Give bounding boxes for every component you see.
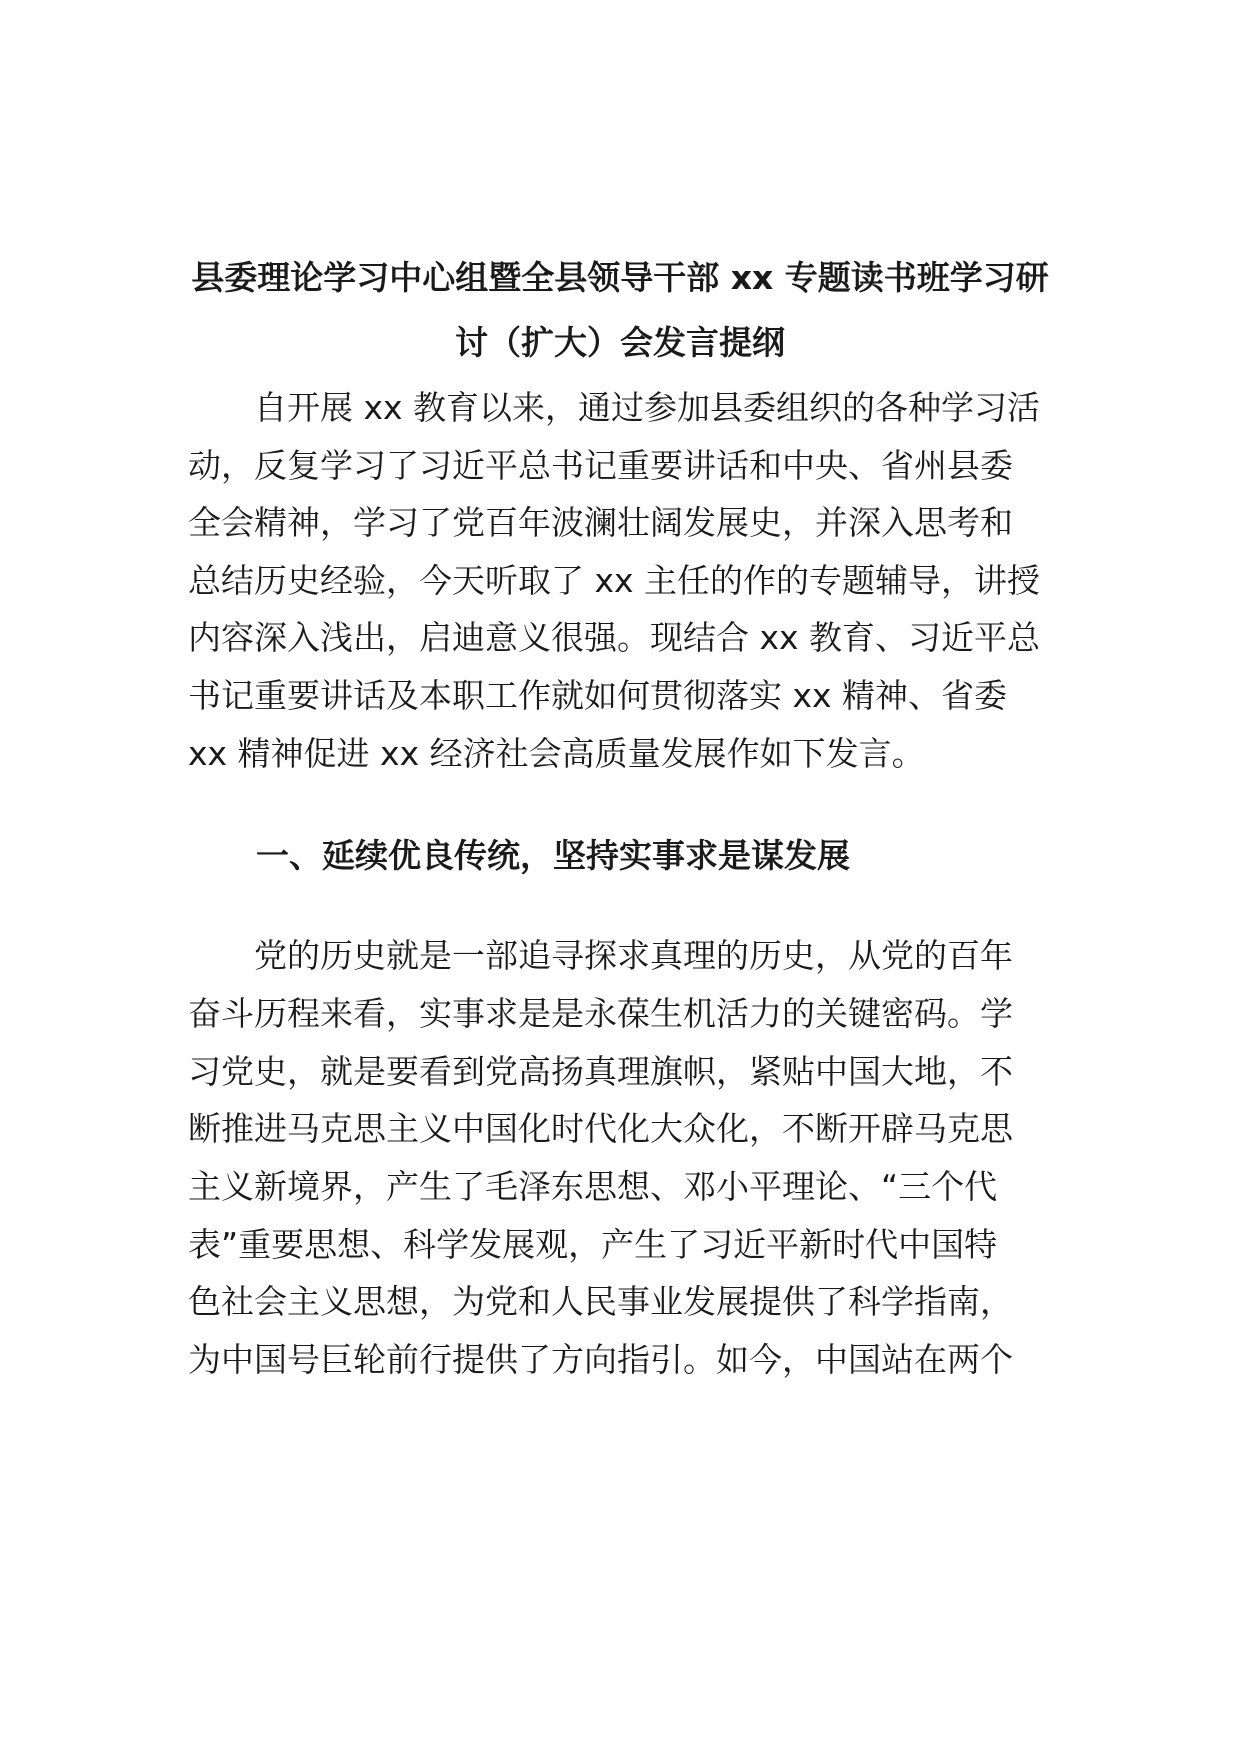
intro-line: 书记重要讲话及本职工作就如何贯彻落实 xx 精神、省委	[188, 676, 1008, 715]
section1-line: 习党史，就是要看到党高扬真理旗帜，紧贴中国大地，不	[188, 1052, 1013, 1091]
section1-line: 为中国号巨轮前行提供了方向指引。如今，中国站在两个	[188, 1340, 1013, 1379]
section1-line: 色社会主义思想，为党和人民事业发展提供了科学指南，	[188, 1282, 1013, 1321]
section1-line: 奋斗历程来看，实事求是是永葆生机活力的关键密码。学	[188, 994, 1013, 1033]
intro-line: xx 精神促进 xx 经济社会高质量发展作如下发言。	[188, 734, 925, 773]
intro-line: 动，反复学习了习近平总书记重要讲话和中央、省州县委	[188, 446, 1013, 485]
intro-line: 内容深入浅出，启迪意义很强。现结合 xx 教育、习近平总	[188, 618, 1041, 657]
section-heading-1: 一、延续优良传统，坚持实事求是谋发展	[256, 836, 850, 875]
intro-line: 自开展 xx 教育以来，通过参加县委组织的各种学习活	[188, 388, 1041, 427]
intro-line: 全会精神，学习了党百年波澜壮阔发展史，并深入思考和	[188, 503, 1013, 542]
document-title-line-2: 讨（扩大）会发言提纲	[455, 323, 785, 362]
section1-line: 断推进马克思主义中国化时代化大众化，不断开辟马克思	[188, 1109, 1013, 1148]
section1-line: 党的历史就是一部追寻探求真理的历史，从党的百年	[188, 936, 1013, 975]
document-title-line-1: 县委理论学习中心组暨全县领导干部 xx 专题读书班学习研	[191, 258, 1049, 297]
section1-line: 表”重要思想、科学发展观，产生了习近平新时代中国特	[188, 1225, 998, 1264]
intro-line: 总结历史经验，今天听取了 xx 主任的作的专题辅导，讲授	[188, 561, 1041, 600]
section1-line: 主义新境界，产生了毛泽东思想、邓小平理论、“三个代	[188, 1167, 998, 1206]
